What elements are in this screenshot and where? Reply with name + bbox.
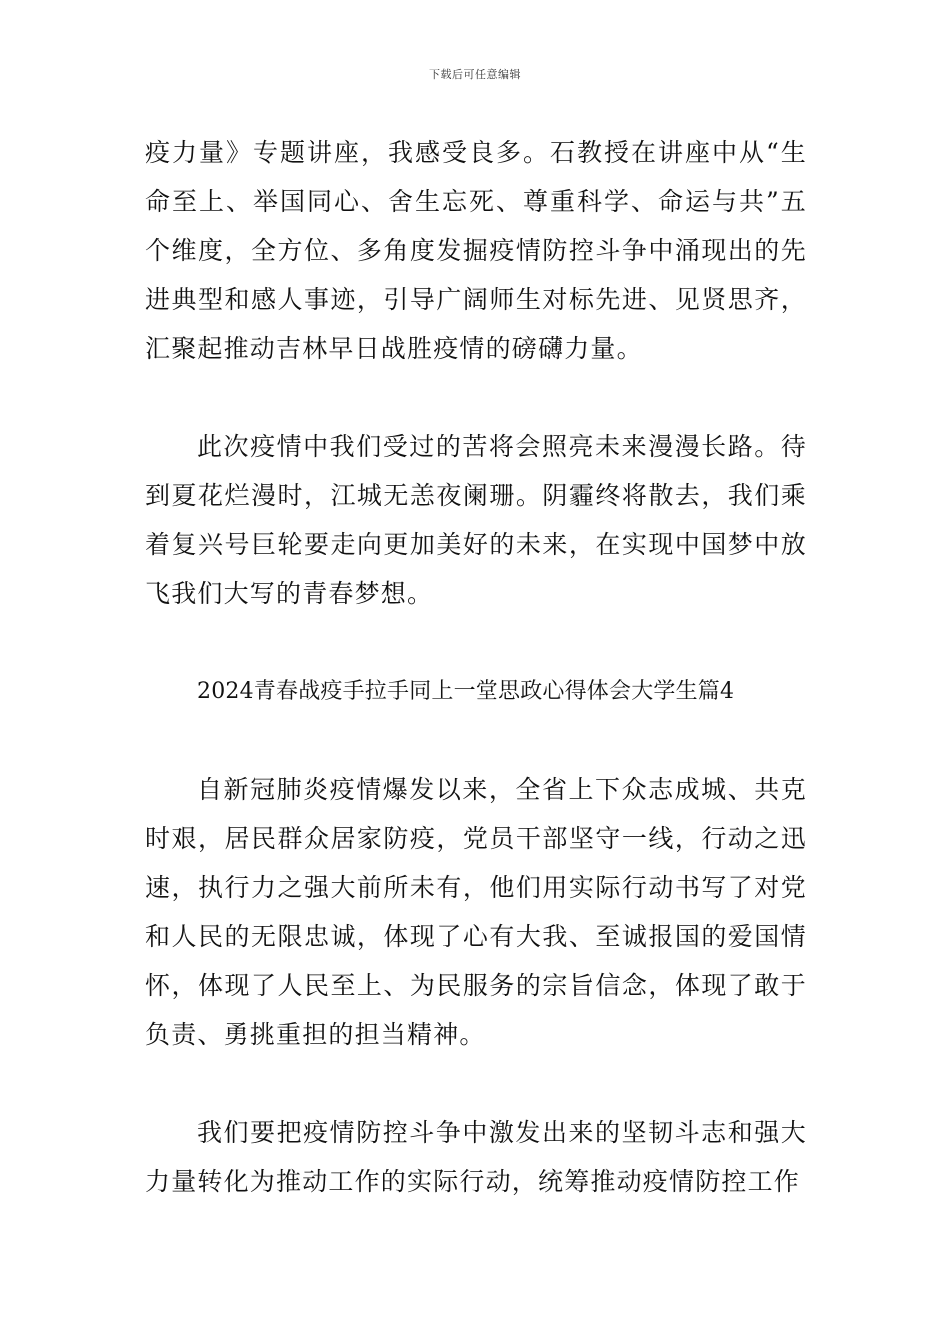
paragraph-future-hope: 此次疫情中我们受过的苦将会照亮未来漫漫长路。待到夏花烂漫时，江城无恙夜阑珊。阴霾终将散去，我们乘着复兴号巨轮要走向更加美好的未来，在实现中国梦中放飞我们大写的青春梦想。 [145, 432, 807, 608]
paragraph-spacer [145, 1059, 807, 1108]
section-heading: 2024青春战疫手拉手同上一堂思政心得体会大学生篇4 [197, 679, 735, 704]
paragraph-spacer [145, 373, 807, 422]
paragraph-spacer [145, 716, 807, 765]
paragraph-epidemic-response: 自新冠肺炎疫情爆发以来，全省上下众志成城、共克时艰，居民群众居家防疫，党员干部坚守一线，行动之迅速，执行力之强大前所未有，他们用实际行动书写了对党和人民的无限忠诚，体现了心有大我、至诚报国的爱国情怀，体现了人民至上、为民服务的宗旨信念，体现了敢于负责、勇挑重担的担当精神。 [145, 775, 807, 1049]
paragraph-action-plan: 我们要把疫情防控斗争中激发出来的坚韧斗志和强大力量转化为推动工作的实际行动，统筹推动疫情防控工作 [145, 1118, 807, 1196]
page-header-note: 下载后可任意编辑 [429, 68, 521, 81]
paragraph-spacer [145, 618, 807, 667]
paragraph-lecture-reflection: 疫力量》专题讲座，我感受良多。石教授在讲座中从“生命至上、举国同心、舍生忘死、尊重科学、命运与共”五个维度，全方位、多角度发掘疫情防控斗争中涌现出的先进典型和感人事迹，引导广阔师生对标先进、见贤思齐，汇聚起推动吉林早日战胜疫情的磅礴力量。 [145, 138, 807, 363]
document-body [145, 128, 807, 1206]
